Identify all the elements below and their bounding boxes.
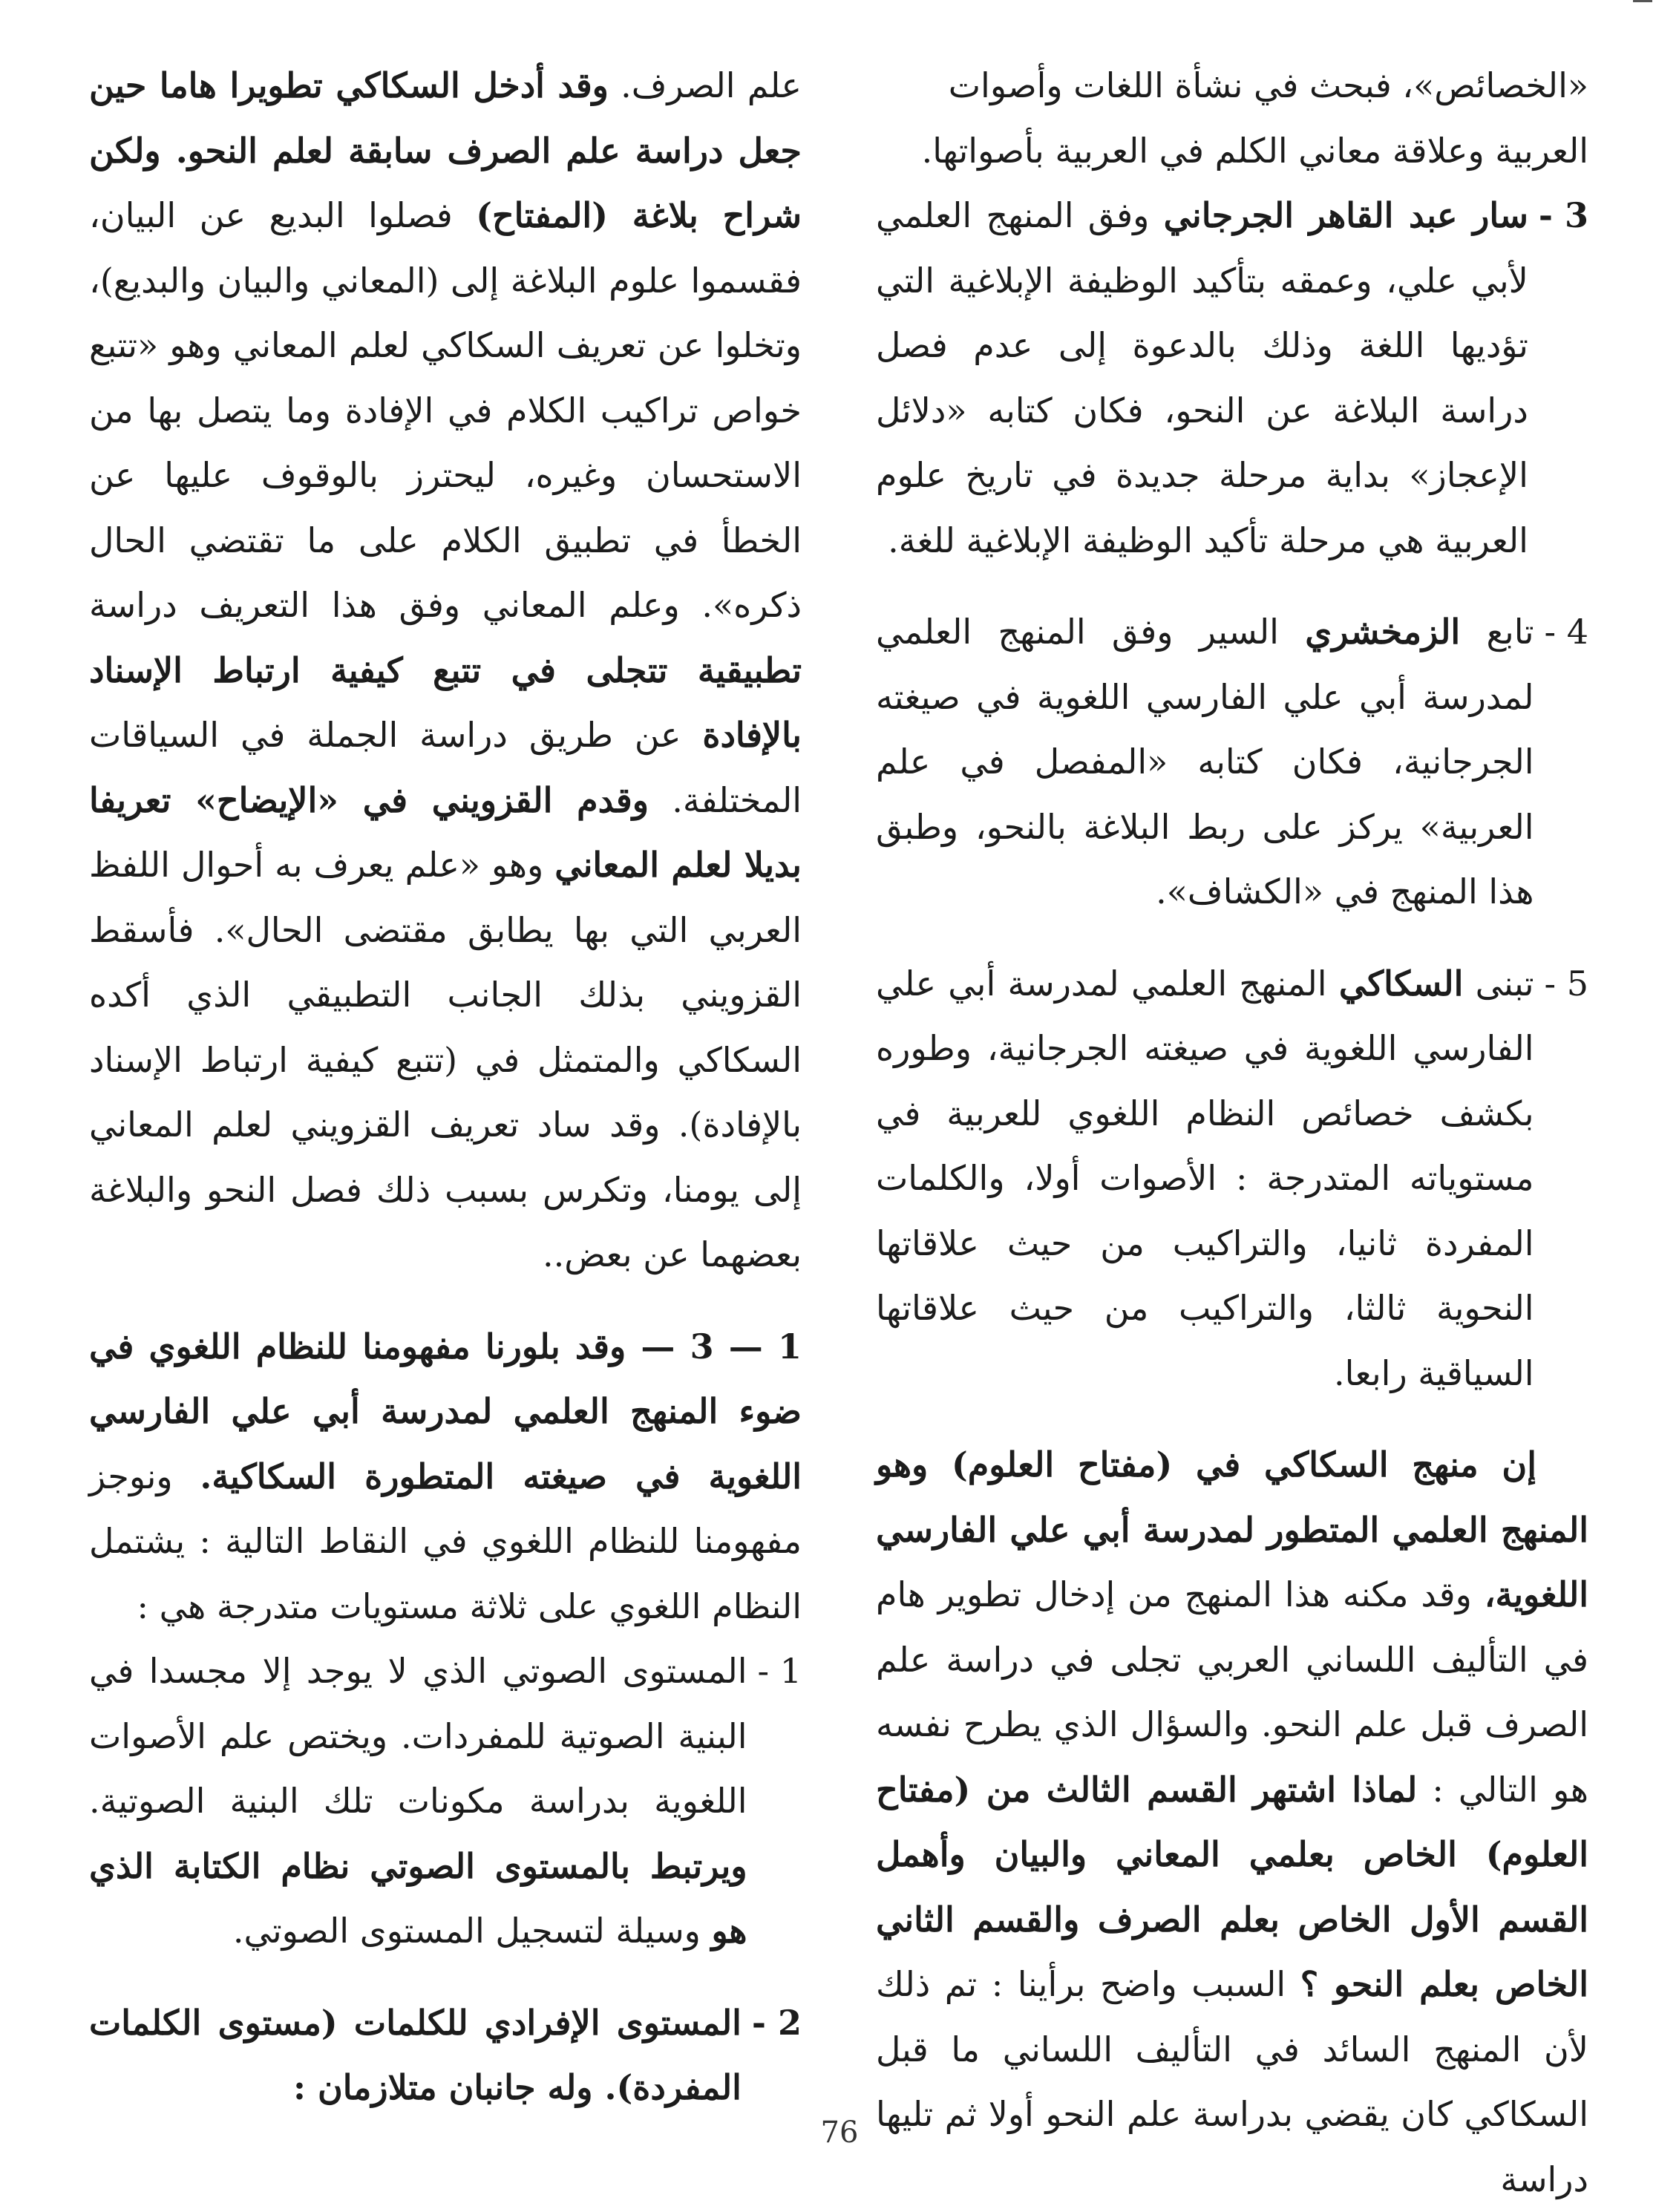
para-answer: السبب واضح برأينا : تم ذلك لأن المنهج السائد في التأليف اللساني ما قبل السكاكي كان يقضي بدراسة علم النحو أولا ثم تليها دراسة	[876, 1964, 1588, 2199]
item-text: السير وفق المنهج العلمي لمدرسة أبي علي الفارسي اللغوية في صيغته الجرجانية، فكان كتابه «المفصل في علم العربية» يركز على ربط البلاغة بالنحو، وطبق هذا المنهج في «الكشاف».	[876, 612, 1534, 912]
item-tail: وسيلة لتسجيل المستوى الصوتي.	[232, 1911, 712, 1951]
p1-bold-3: وقدم القزويني في «الإيضاح» تعريفا بديلا لعلم المعاني	[89, 779, 802, 885]
section-number: 1 — 3 —	[641, 1326, 802, 1367]
continuation-paragraph	[89, 53, 802, 1288]
p1-start: علم الصرف.	[608, 65, 802, 105]
section-bold: وقد بلورنا مفهومنا للنظام اللغوي في ضوء المنهج العلمي لمدرسة أبي علي الفارسي اللغوية في صيغته المتطورة السكاكية.	[89, 1326, 802, 1496]
p1-text-3: وهو «علم يعرف به أحوال اللفظ العربي التي بها يطابق مقتضى الحال». فأسقط القزويني بذلك الجانب التطبيقي الذي أكده السكاكي والمتمثل في (تتبع كيفية ارتباط الإسناد بالإفادة). وقد ساد تعريف القزويني لعلم المعاني إلى يومنا، وتكرس بسبب ذلك فصل النحو والبلاغة بعضهما عن بعض..	[89, 845, 802, 1274]
scan-mark	[1633, 0, 1652, 10]
item-number: 1 -	[757, 1651, 802, 1691]
level-item-1	[89, 1639, 802, 1964]
p1-text-1: فصلوا البديع عن البيان، فقسموا علوم البلاغة إلى (المعاني والبيان والبديع)، وتخلوا عن تعريف السكاكي لعلم المعاني وهو «تتبع خواص تراكيب الكلام في الإفادة وما يتصل بها من الاستحسان وغيره، ليحترز بالوقوف عليها عن الخطأ في تطبيق الكلام على ما تقتضي الحال ذكره». وعلم المعاني وفق هذا التعريف دراسة	[89, 195, 802, 625]
section-text: ونوجز مفهومنا للنظام اللغوي في النقاط التالية : يشتمل النظام اللغوي على ثلاثة مستويات متدرجة هي :	[89, 1456, 802, 1626]
item-lead: السكاكي	[1338, 963, 1464, 1004]
item-body	[876, 600, 1534, 925]
para-text: وقد مكنه هذا المنهج من إدخال تطوير هام في التأليف اللساني العربي تجلى في دراسة علم الصرف قبل علم النحو. والسؤال الذي يطرح نفسه هو التالي :	[876, 1574, 1588, 1810]
item-text: المنهج العلمي لمدرسة أبي علي الفارسي اللغوية في صيغته الجرجانية، وطوره بكشف خصائص النظام اللغوي للعربية في مستوياته المتدرجة : الأصوات أولا، والكلمات المفردة ثانيا، والتراكيب من حيث علاقاتها النحوية ثالثا، والتراكيب من حيث علاقاتها السياقية رابعا.	[876, 963, 1534, 1393]
intro-line-1: «الخصائص»، فبحث في نشأة اللغات وأصوات	[948, 65, 1588, 105]
item-pre: تابع	[1460, 612, 1534, 652]
item-body: المستوى الإفرادي للكلمات (مستوى الكلمات المفردة). وله جانبان متلازمان :	[89, 2002, 742, 2107]
item-number: 4 -	[1544, 612, 1588, 652]
item-body	[876, 183, 1528, 573]
item-body	[876, 952, 1534, 1407]
intro-line-2: العربية وعلاقة معاني الكلم في العربية بأصواتها.	[921, 130, 1588, 171]
page-number: 76	[820, 2116, 859, 2150]
item-text: وفق المنهج العلمي لأبي علي، وعمقه بتأكيد الوظيفة الإبلاغية التي تؤديها اللغة وذلك بالدعوة إلى عدم فصل دراسة البلاغة عن النحو، فكان كتابه «دلائل الإعجاز» بداية مرحلة جديدة في تاريخ علوم العربية هي مرحلة تأكيد الوظيفة الإبلاغية للغة.	[876, 195, 1528, 560]
item-number: 5 -	[1544, 963, 1588, 1004]
item-lead: سار عبد القاهر الجرجاني	[1163, 195, 1528, 235]
item-number: 2 -	[751, 2002, 802, 2043]
item-bold: ويرتبط بالمستوى الصوتي نظام الكتابة الذي هو	[89, 1845, 747, 1951]
item-body	[89, 1639, 747, 1964]
level-item-2	[89, 1991, 802, 2121]
list-item-3	[876, 183, 1588, 573]
item-lead: الزمخشري	[1305, 612, 1461, 652]
p1-bold-2: تطبيقية تتجلى في تتبع كيفية ارتباط الإسناد بالإفادة	[89, 649, 802, 755]
list-item-5	[876, 952, 1588, 1407]
para-bold: إن منهج السكاكي في (مفتاح العلوم) وهو المنهج العلمي المتطور لمدرسة أبي علي الفارسي اللغوية،	[876, 1444, 1588, 1614]
list-item-4	[876, 600, 1588, 925]
left-column	[89, 53, 802, 2121]
item-text: المستوى الصوتي الذي لا يوجد إلا مجسدا في البنية الصوتية للمفردات. ويختص علم الأصوات اللغوية بدراسة مكونات تلك البنية الصوتية.	[89, 1651, 747, 1821]
item-number: 3 -	[1538, 195, 1588, 235]
right-column	[876, 53, 1588, 2212]
p1-text-2: عن طريق دراسة الجملة في السياقات المختلفة.	[89, 715, 802, 820]
sakkaki-paragraph	[876, 1433, 1588, 2212]
item-pre: تبنى	[1463, 963, 1534, 1004]
para-question: لماذا اشتهر القسم الثالث من (مفتاح العلوم) الخاص بعلمي المعاني والبيان وأهمل القسم الأول الخاص بعلم الصرف والقسم الثاني الخاص بعلم النحو ؟	[876, 1769, 1588, 2004]
section-paragraph	[89, 1315, 802, 1640]
p1-bold-1: وقد أدخل السكاكي تطويرا هاما حين جعل دراسة علم الصرف سابقة لعلم النحو. ولكن شراح بلاغة (المفتاح)	[89, 65, 802, 235]
